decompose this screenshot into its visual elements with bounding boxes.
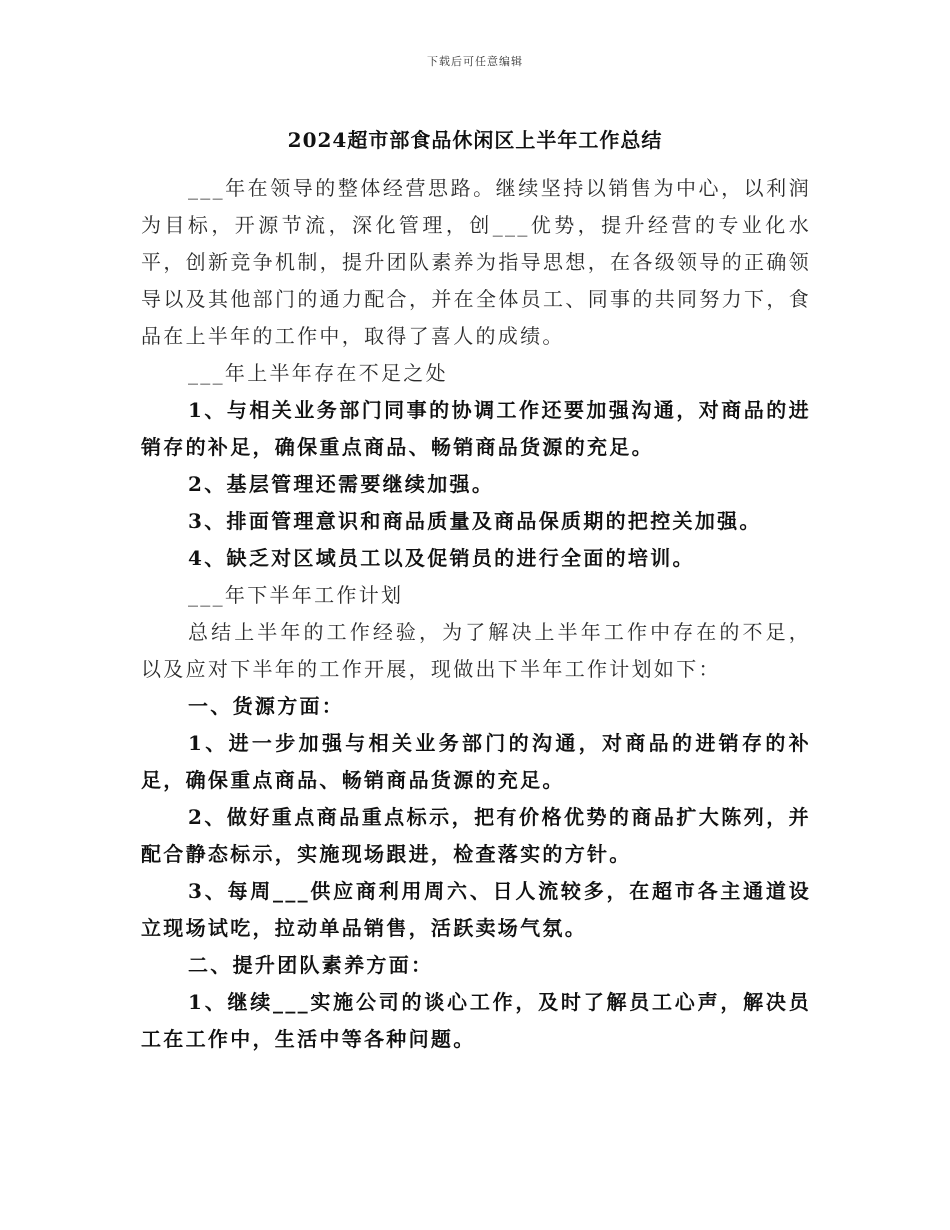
document-body bbox=[141, 170, 811, 1058]
list-item: 1、进一步加强与相关业务部门的沟通，对商品的进销存的补足，确保重点商品、畅销商品货源的充足。 bbox=[141, 731, 811, 792]
paragraph-intro: ___年在领导的整体经营思路。继续坚持以销售为中心，以利润为目标，开源节流，深化管理，创___优势，提升经营的专业化水平，创新竞争机制，提升团队素养为指导思想，在各级领导的正确领导以及其他部门的通力配合，并在全体员工、同事的共同努力下，食品在上半年的工作中，取得了喜人的成绩。 bbox=[141, 176, 811, 348]
list-item: 2、做好重点商品重点标示，把有价格优势的商品扩大陈列，并配合静态标示，实施现场跟进，检查落实的方针。 bbox=[141, 805, 811, 866]
section-heading-shortcomings: ___年上半年存在不足之处 bbox=[188, 361, 448, 385]
list-item: 1、继续___实施公司的谈心工作，及时了解员工心声，解决员工在工作中，生活中等各种问题。 bbox=[141, 990, 811, 1051]
header-note: 下载后可任意编辑 bbox=[427, 55, 523, 68]
list-item: 1、与相关业务部门同事的协调工作还要加强沟通，对商品的进销存的补足，确保重点商品、畅销商品货源的充足。 bbox=[141, 398, 811, 459]
subsection-heading-team: 二、提升团队素养方面： bbox=[188, 953, 434, 977]
list-item: 2、基层管理还需要继续加强。 bbox=[188, 472, 495, 496]
subsection-heading-supply: 一、货源方面： bbox=[188, 694, 345, 718]
list-item: 3、每周___供应商利用周六、日人流较多，在超市各主通道设立现场试吃，拉动单品销售，活跃卖场气氛。 bbox=[141, 879, 811, 940]
list-item: 4、缺乏对区域员工以及促销员的进行全面的培训。 bbox=[188, 546, 695, 570]
document-title: 2024超市部食品休闲区上半年工作总结 bbox=[287, 128, 663, 152]
section-heading-plan: ___年下半年工作计划 bbox=[188, 583, 404, 607]
paragraph-plan-intro: 总结上半年的工作经验，为了解决上半年工作中存在的不足，以及应对下半年的工作开展，现做出下半年工作计划如下： bbox=[141, 620, 811, 681]
list-item: 3、排面管理意识和商品质量及商品保质期的把控关加强。 bbox=[188, 509, 762, 533]
